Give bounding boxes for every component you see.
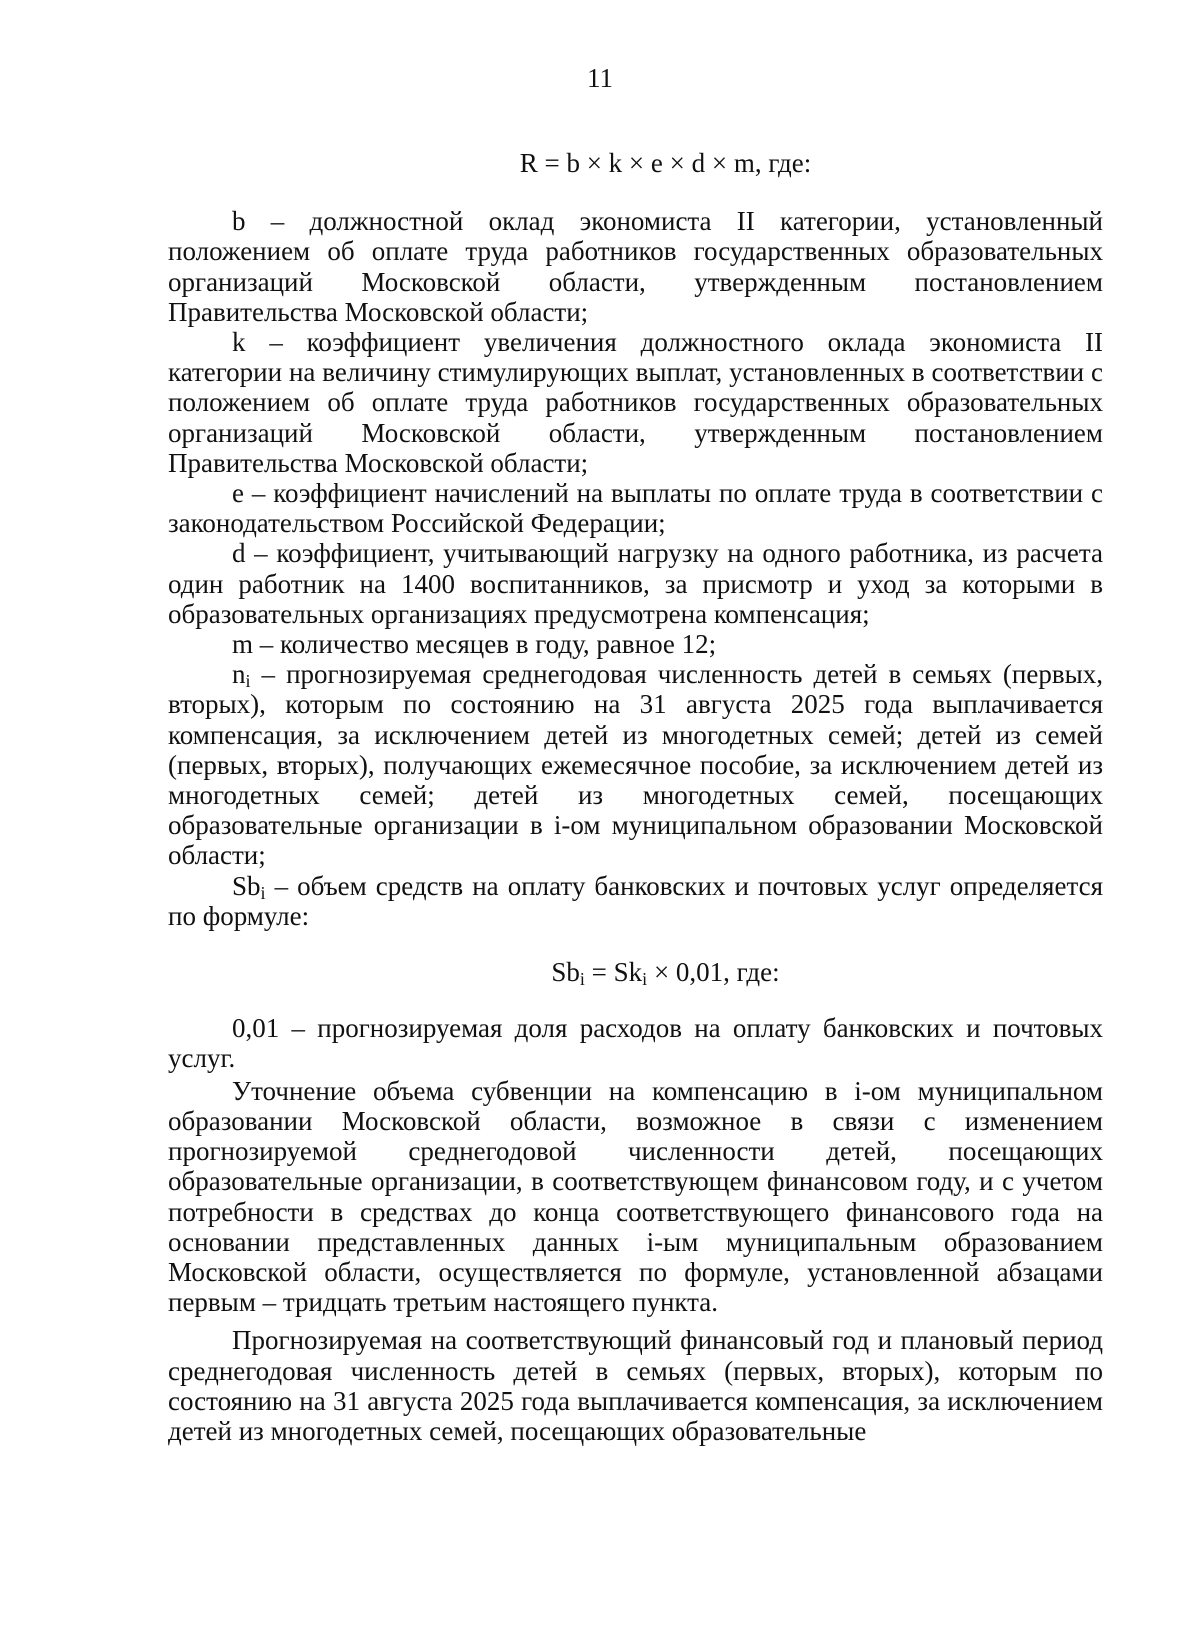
definition-e	[168, 478, 1103, 538]
paragraph-refinement: Уточнение объема субвенции на компенсацию в i-ом муниципальном образовании Московской области, возможное в связи с изменением прогнозируемой среднегодовой численности детей, посещающих образовательные организации, в соответствующем финансовом году, и с учетом потребности в средствах до конца соответствующего финансового года на основании представленных данных i-ым муниципальным образованием Московской области, осуществляется по формуле, установленной абзацами первым – тридцать третьим настоящего пункта.	[168, 1075, 1103, 1318]
definition-k	[168, 327, 1103, 478]
definition-text: – коэффициент начислений на выплаты по оплате труда в соответствии с законодательством Российской Федерации;	[168, 478, 1103, 539]
definition-symbol: n	[232, 659, 246, 690]
definition-symbol: e	[232, 478, 244, 509]
definition-sbi	[168, 871, 1103, 931]
paragraph-forecast: Прогнозируемая на соответствующий финансовый год и плановый период среднегодовая численность детей в семьях (первых, вторых), которым по состоянию на 31 августа 2025 года выплачивается компенсация, за исключением детей из многодетных семей, посещающих образовательные	[168, 1325, 1103, 1446]
definition-text: – должностной оклад экономиста II категории, установленный положением об оплате труда работников государственных образовательных организаций Московской области, утвержденным постановлением Правительства Московской области;	[168, 206, 1103, 327]
definition-subscript: i	[245, 671, 251, 692]
definition-ni	[168, 659, 1103, 870]
formula-sb-right: × 0,01, где:	[647, 957, 780, 988]
definition-text: – количество месяцев в году, равное 12;	[253, 629, 717, 660]
definition-text: – коэффициент увеличения должностного оклада экономиста II категории на величину стимулирующих выплат, установленных в соответствии с положением об оплате труда работников государственных образовательных организаций Московской области, утвержденным постановлением Правительства Московской области;	[168, 327, 1103, 478]
formula-sb-middle-subscript: i	[642, 969, 648, 990]
formula-sb	[168, 957, 1103, 990]
definition-m	[168, 629, 1103, 659]
definition-001: 0,01 – прогнозируемая доля расходов на оплату банковских и почтовых услуг.	[168, 1013, 1103, 1074]
definition-subscript: i	[260, 882, 266, 903]
formula-sb-left-subscript: i	[579, 969, 585, 990]
definition-symbol: b	[232, 206, 246, 237]
definition-symbol: Sb	[232, 870, 261, 901]
page-number: 11	[587, 63, 613, 93]
formula-sb-left: Sb	[551, 957, 580, 988]
definition-text: – коэффициент, учитывающий нагрузку на одного работника, из расчета один работник на 1400 воспитанников, за присмотр и уход за которыми в образовательных организациях предусмотрена компенсация;	[168, 538, 1103, 629]
definition-symbol: m	[232, 629, 254, 660]
definition-text: – объем средств на оплату банковских и почтовых услуг определяется по формуле:	[168, 870, 1103, 931]
formula-r: R = b × k × e × d × m, где:	[519, 148, 812, 178]
definition-symbol: k	[232, 327, 246, 358]
definition-symbol: d	[232, 538, 246, 569]
definition-d	[168, 538, 1103, 629]
document-body	[168, 138, 1103, 1446]
definition-text: – прогнозируемая среднегодовая численность детей в семьях (первых, вторых), которым по состоянию на 31 августа 2025 года выплачивается компенсация, за исключением детей из многодетных семей; детей из семей (первых, вторых), получающих ежемесячное пособие, за исключением детей из многодетных семей; детей из многодетных семей, посещающих образовательные организации в i-ом муниципальном образовании Московской области;	[168, 659, 1103, 871]
definition-b	[168, 206, 1103, 327]
formula-sb-middle: = Sk	[584, 957, 643, 988]
